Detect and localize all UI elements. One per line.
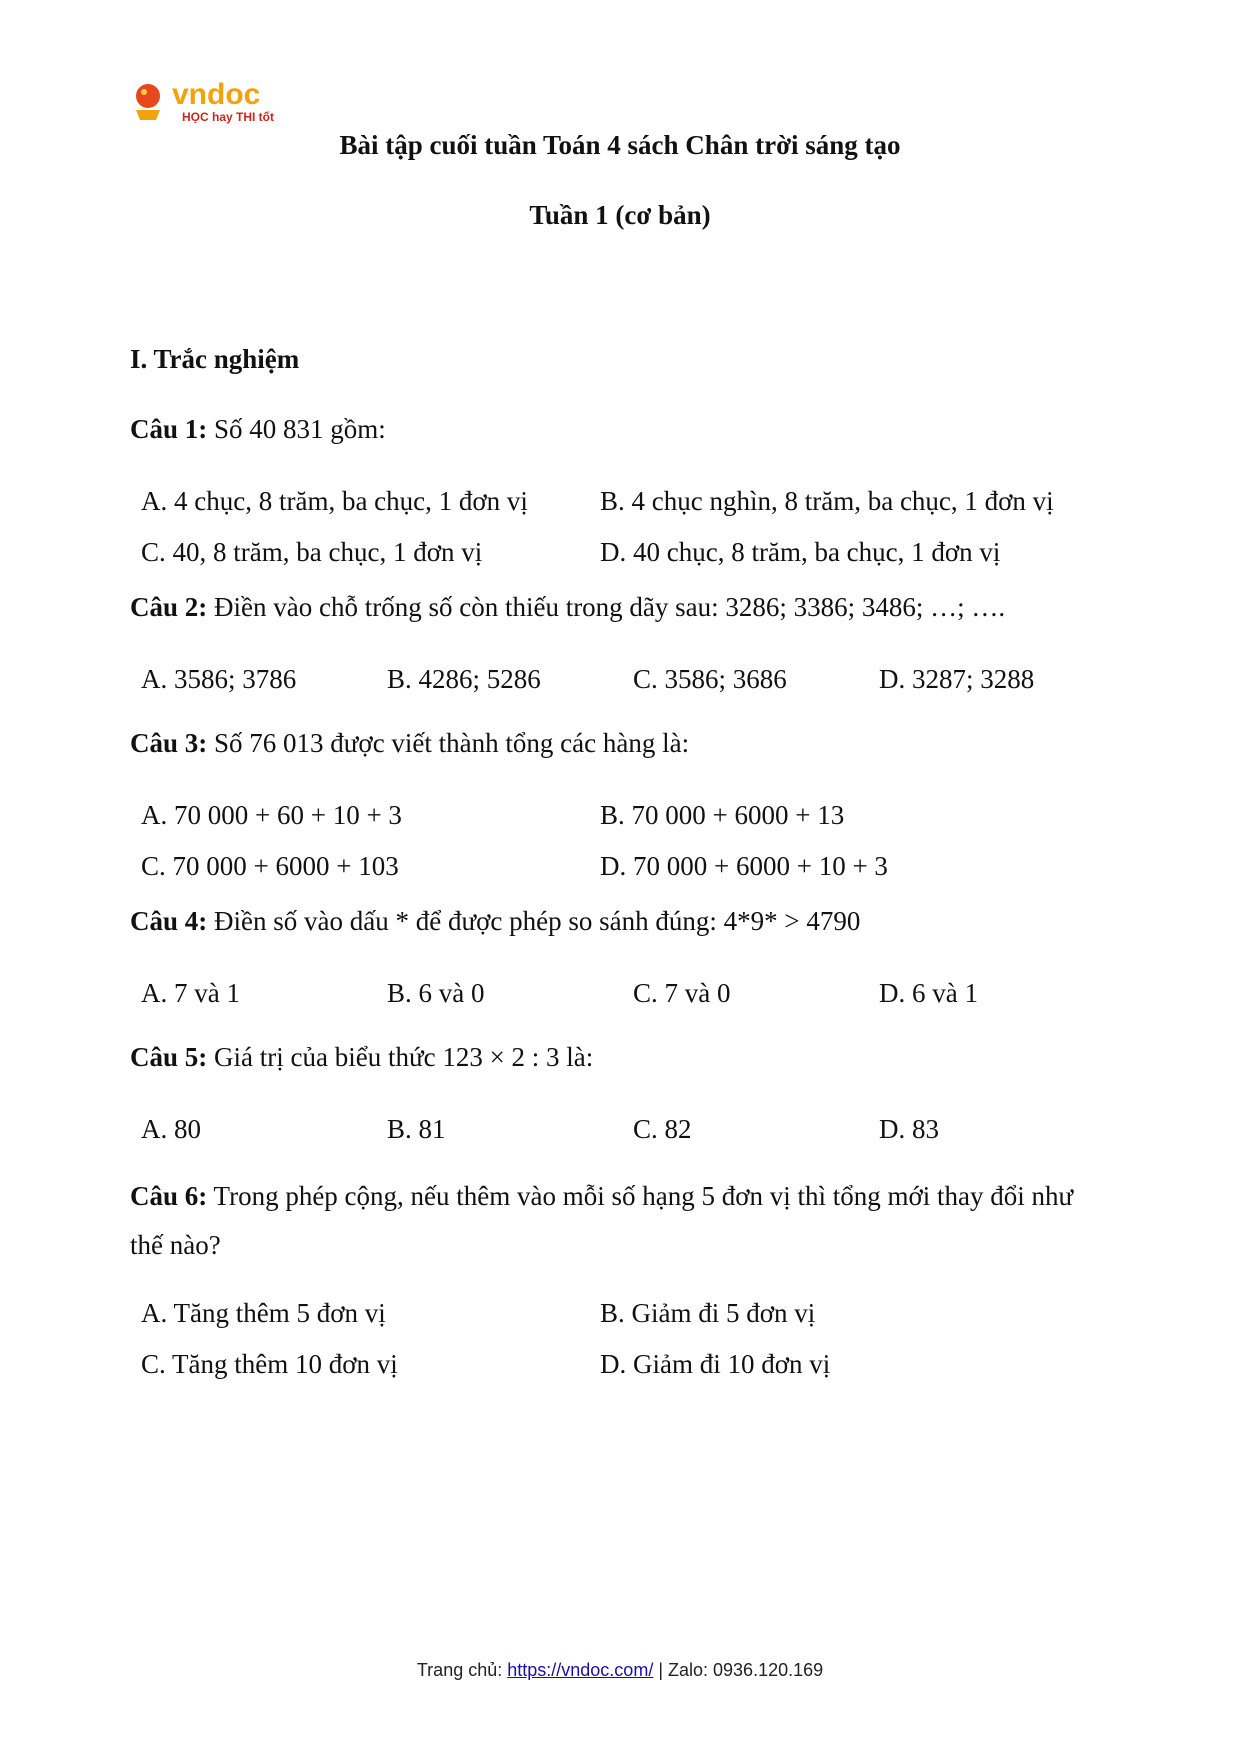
option-a: A. 3586; 3786 [141, 664, 297, 694]
question-5 [130, 1042, 593, 1073]
question-label: Câu 6: [130, 1181, 208, 1211]
question-label: Câu 2: [130, 592, 208, 622]
question-label: Câu 1: [130, 414, 208, 444]
question-text: Giá trị của biểu thức 123 × 2 : 3 là: [207, 1042, 594, 1072]
option-c: C. 7 và 0 [633, 978, 731, 1008]
option-c: C. Tăng thêm 10 đơn vị [141, 1349, 398, 1379]
question-2 [130, 592, 1005, 623]
question-label: Câu 3: [130, 728, 208, 758]
question-4 [130, 906, 860, 937]
question-3 [130, 728, 689, 759]
vndoc-logo-graphic [132, 74, 292, 126]
option-d: D. 70 000 + 6000 + 10 + 3 [600, 851, 888, 881]
option-b: B. 6 và 0 [387, 978, 485, 1008]
question-text: Điền vào chỗ trống số còn thiếu trong dãy sau: 3286; 3386; 3486; …; …. [207, 592, 1006, 622]
question-text: Số 76 013 được viết thành tổng các hàng là: [207, 728, 690, 758]
question-text: Số 40 831 gồm: [207, 414, 386, 444]
option-c: C. 3586; 3686 [633, 664, 787, 694]
option-d: D. 6 và 1 [879, 978, 978, 1008]
option-a: A. 80 [141, 1114, 201, 1144]
page-title: Bài tập cuối tuần Toán 4 sách Chân trời sáng tạo [339, 130, 901, 160]
option-a: A. 7 và 1 [141, 978, 240, 1008]
option-d: D. 3287; 3288 [879, 664, 1035, 694]
option-b: B. 4286; 5286 [387, 664, 541, 694]
question-text: Điền số vào dấu * để được phép so sánh đúng: 4*9* > 4790 [207, 906, 861, 936]
option-b: B. Giảm đi 5 đơn vị [600, 1298, 816, 1328]
page-subtitle: Tuần 1 (cơ bản) [529, 200, 711, 230]
footer-contact: | Zalo: 0936.120.169 [653, 1660, 824, 1680]
option-a: A. Tăng thêm 5 đơn vị [141, 1298, 386, 1328]
question-label: Câu 5: [130, 1042, 208, 1072]
option-b: B. 4 chục nghìn, 8 trăm, ba chục, 1 đơn vị [600, 486, 1054, 516]
svg-text:HỌC hay THI tốt: HỌC hay THI tốt [182, 110, 274, 124]
question-6 [130, 1172, 1110, 1270]
page-footer [0, 1660, 1240, 1681]
homepage-link[interactable]: https://vndoc.com/ [507, 1660, 654, 1680]
option-b: B. 70 000 + 6000 + 13 [600, 800, 845, 830]
option-d: D. 83 [879, 1114, 939, 1144]
question-label: Câu 4: [130, 906, 208, 936]
question-text: Trong phép cộng, nếu thêm vào mỗi số hạng 5 đơn vị thì tổng mới thay đổi như thế nào? [130, 1181, 1074, 1260]
question-1 [130, 414, 386, 445]
option-c: C. 82 [633, 1114, 692, 1144]
svg-text:vndoc: vndoc [172, 78, 261, 111]
option-d: D. 40 chục, 8 trăm, ba chục, 1 đơn vị [600, 537, 1001, 567]
option-c: C. 70 000 + 6000 + 103 [141, 851, 399, 881]
vndoc-logo [132, 74, 292, 126]
option-c: C. 40, 8 trăm, ba chục, 1 đơn vị [141, 537, 483, 567]
option-b: B. 81 [387, 1114, 446, 1144]
option-d: D. Giảm đi 10 đơn vị [600, 1349, 831, 1379]
option-a: A. 4 chục, 8 trăm, ba chục, 1 đơn vị [141, 486, 528, 516]
option-a: A. 70 000 + 60 + 10 + 3 [141, 800, 402, 830]
footer-prefix: Trang chủ: [416, 1660, 508, 1680]
section-heading: I. Trắc nghiệm [130, 344, 300, 374]
